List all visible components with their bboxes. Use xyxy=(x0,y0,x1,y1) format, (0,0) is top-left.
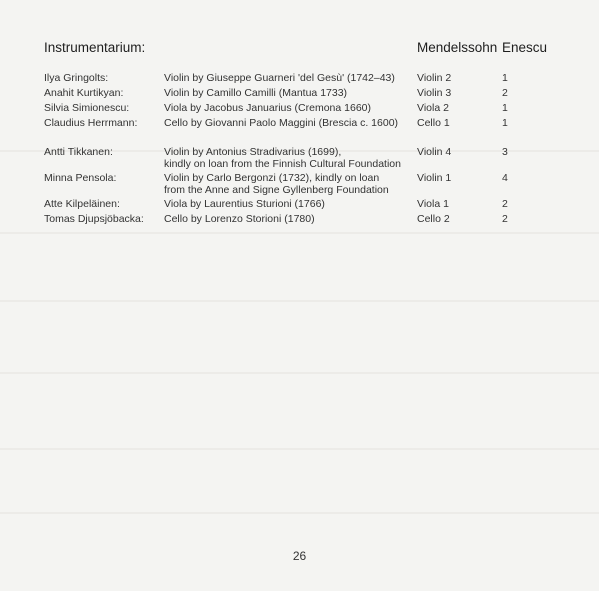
instrument-description: Violin by Antonius Stradivarius (1699), xyxy=(164,146,342,158)
player-name: Tomas Djupsjöbacka: xyxy=(44,213,144,225)
player-name: Ilya Gringolts: xyxy=(44,72,109,84)
instrument-description: Violin by Carlo Bergonzi (1732), kindly on loan xyxy=(164,172,380,184)
enescu-part: 3 xyxy=(502,146,508,158)
mendelssohn-part: Violin 1 xyxy=(417,172,452,184)
section-title: Instrumentarium: xyxy=(44,40,146,55)
instrument-description: Violin by Camillo Camilli (Mantua 1733) xyxy=(164,87,348,99)
mendelssohn-part: Viola 2 xyxy=(417,102,449,114)
player-name: Silvia Simionescu: xyxy=(44,102,130,114)
mendelssohn-part: Violin 3 xyxy=(417,87,452,99)
show-through-line xyxy=(0,448,599,450)
player-name: Antti Tikkanen: xyxy=(44,146,113,158)
enescu-part: 1 xyxy=(502,117,508,129)
enescu-part: 1 xyxy=(502,72,508,84)
instrument-description: Viola by Jacobus Januarius (Cremona 1660) xyxy=(164,102,372,114)
page-number: 26 xyxy=(292,549,307,563)
instrumentarium-header xyxy=(44,40,559,60)
enescu-part: 1 xyxy=(502,102,508,114)
enescu-part: 2 xyxy=(502,198,508,210)
mendelssohn-part: Viola 1 xyxy=(417,198,449,210)
show-through-line xyxy=(0,300,599,302)
mendelssohn-part: Violin 4 xyxy=(417,146,452,158)
player-name: Anahit Kurtikyan: xyxy=(44,87,124,99)
column-header-mendelssohn: Mendelssohn xyxy=(417,40,498,55)
instrument-description-line-2: from the Anne and Signe Gyllenberg Foundation xyxy=(164,184,389,196)
instrument-description: Violin by Giuseppe Guarneri 'del Gesù' (1742–43) xyxy=(164,72,395,84)
column-header-enescu: Enescu xyxy=(502,40,548,55)
instrument-description: Cello by Lorenzo Storioni (1780) xyxy=(164,213,315,225)
instrument-description: Cello by Giovanni Paolo Maggini (Brescia c. 1600) xyxy=(164,117,399,129)
mendelssohn-part: Violin 2 xyxy=(417,72,452,84)
enescu-part: 4 xyxy=(502,172,508,184)
enescu-part: 2 xyxy=(502,87,508,99)
player-name: Atte Kilpeläinen: xyxy=(44,198,120,210)
show-through-line xyxy=(0,232,599,234)
show-through-line xyxy=(0,372,599,374)
instrument-description: Viola by Laurentius Sturioni (1766) xyxy=(164,198,325,210)
player-name: Minna Pensola: xyxy=(44,172,117,184)
show-through-line xyxy=(0,512,599,514)
mendelssohn-part: Cello 1 xyxy=(417,117,450,129)
enescu-part: 2 xyxy=(502,213,508,225)
instrument-description-line-2: kindly on loan from the Finnish Cultural Foundation xyxy=(164,158,401,170)
player-name: Claudius Herrmann: xyxy=(44,117,138,129)
mendelssohn-part: Cello 2 xyxy=(417,213,450,225)
